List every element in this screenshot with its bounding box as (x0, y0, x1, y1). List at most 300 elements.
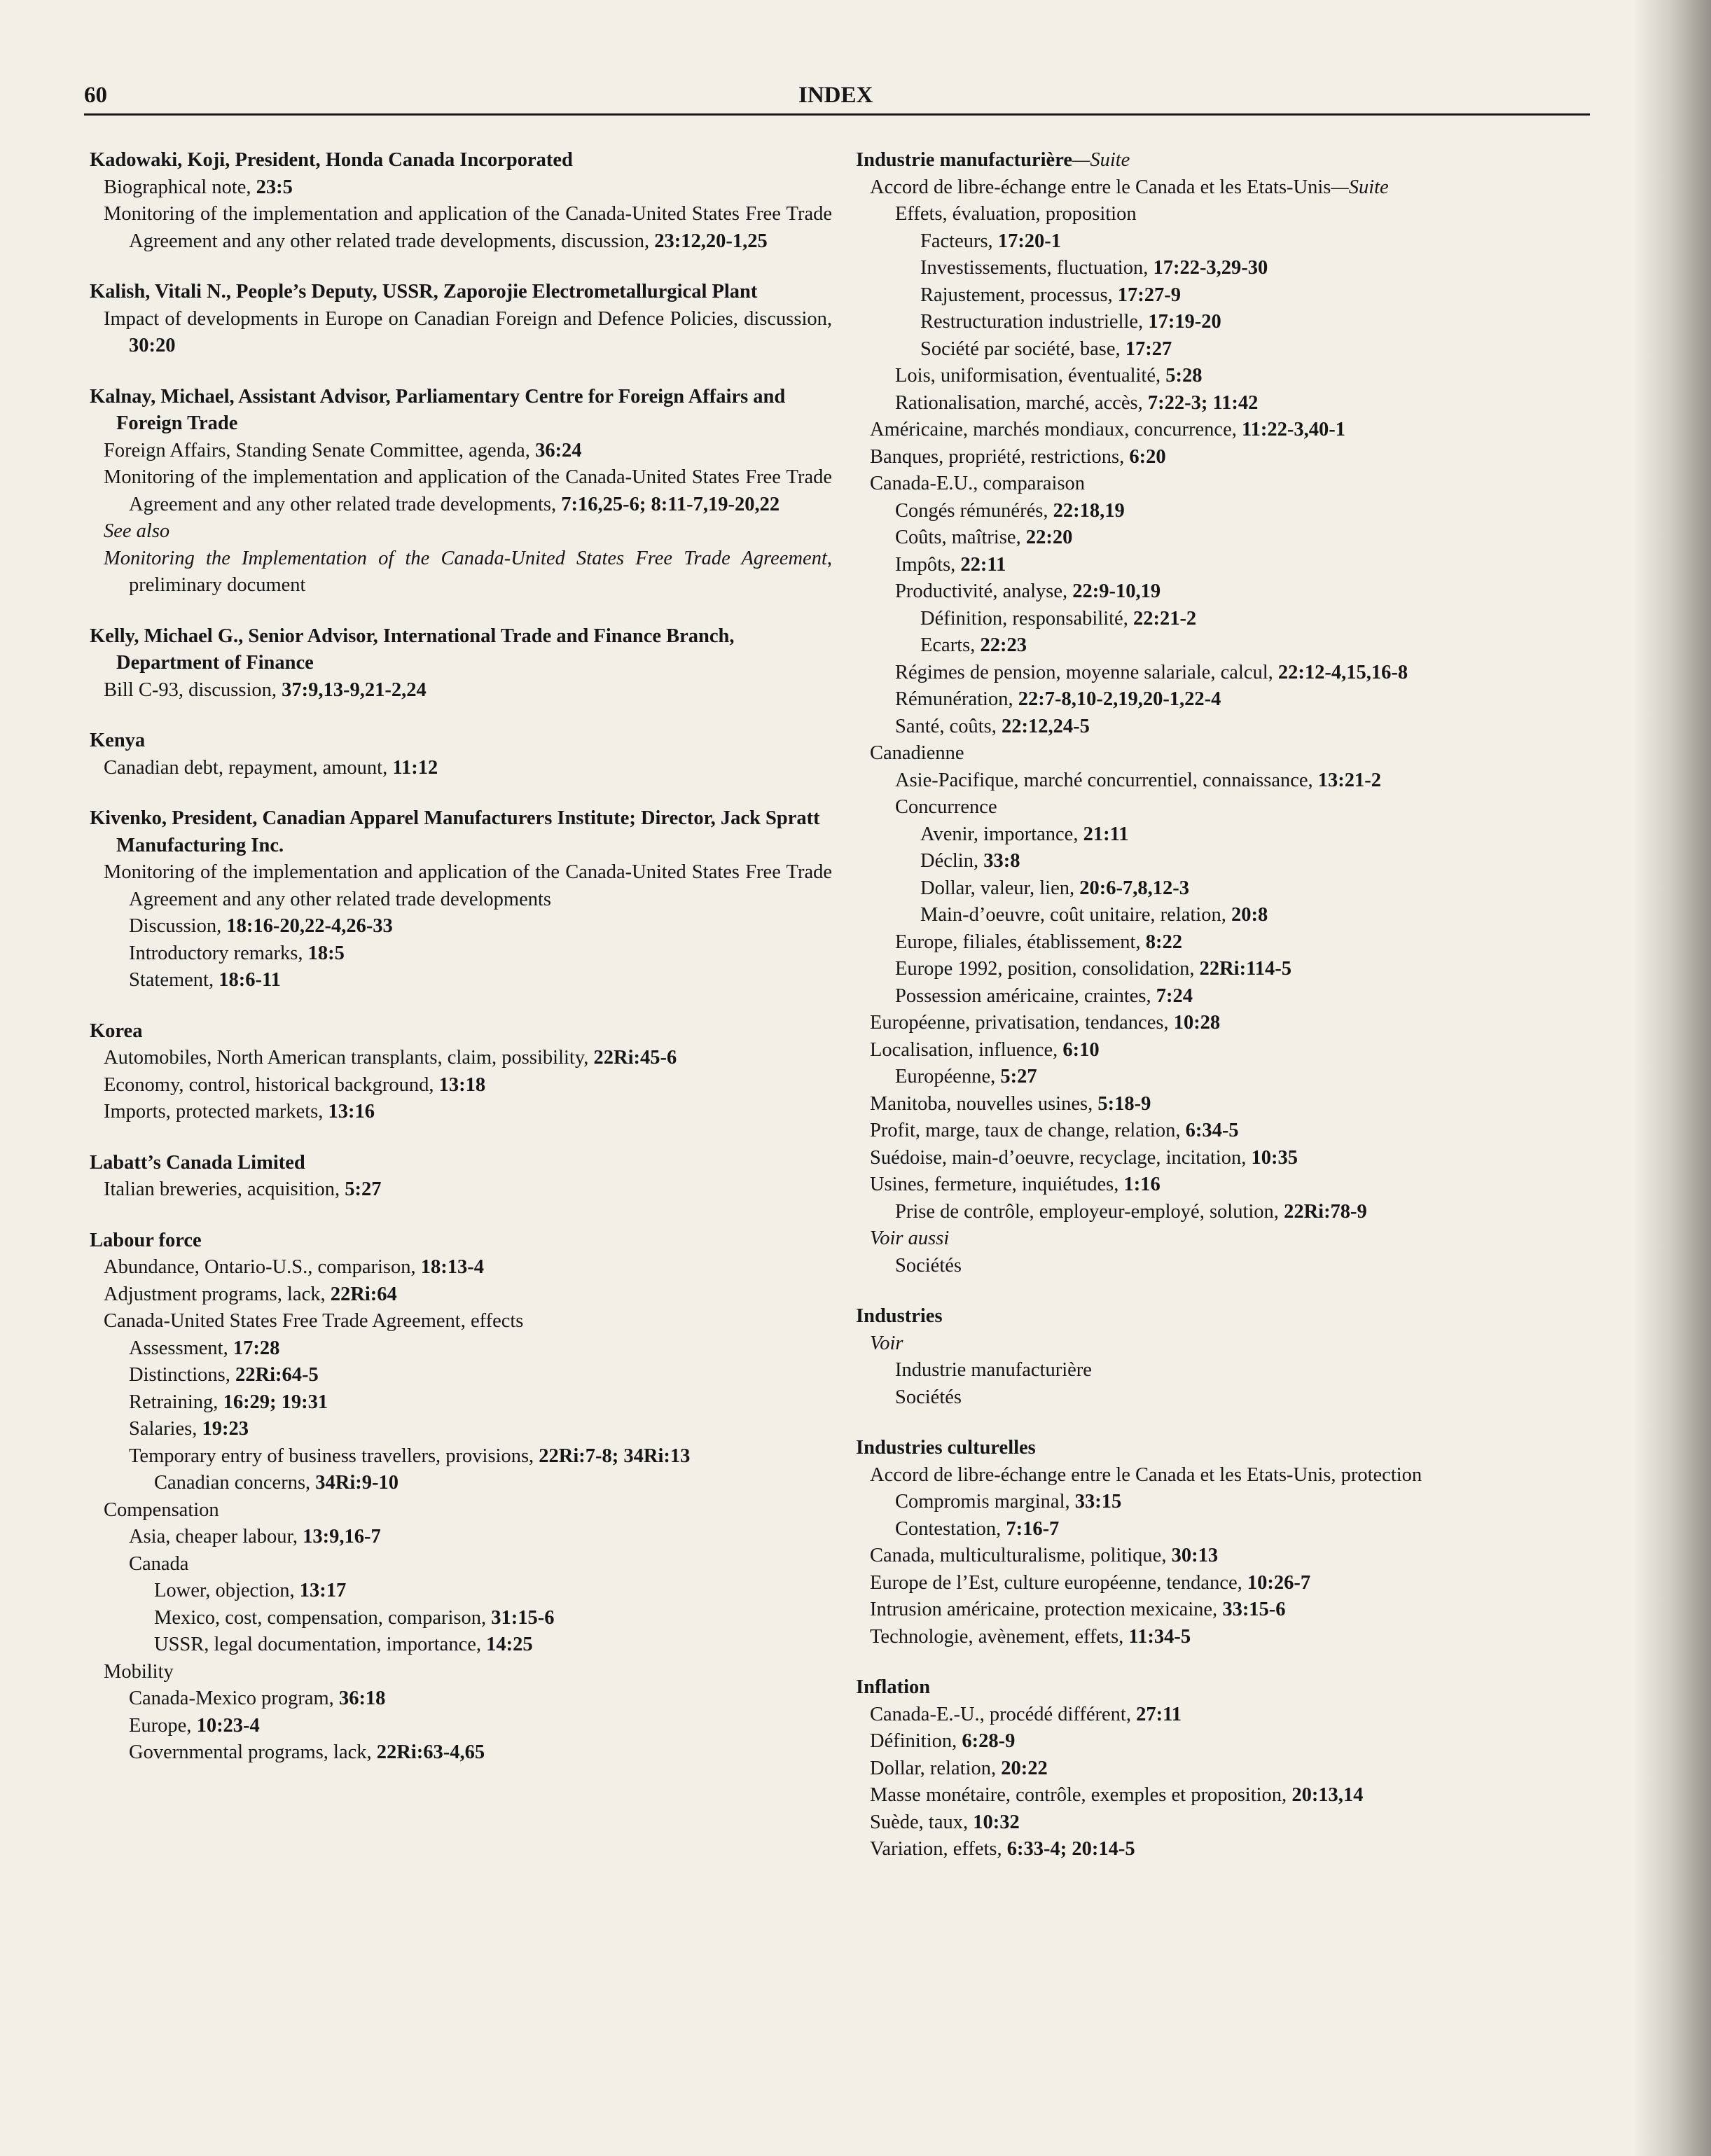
subentry-text: Automobiles, North American transplants, claim, possibility, (104, 1047, 594, 1069)
page-title: INDEX (798, 83, 873, 108)
subentry-text: Possession américaine, craintes, (895, 985, 1156, 1007)
page-reference: 20:8 (1231, 904, 1268, 926)
subentry-text: Avenir, importance, (920, 823, 1083, 845)
page-reference: 17:27-9 (1117, 284, 1182, 306)
page-reference: 18:5 (307, 942, 345, 964)
page-reference: 5:27 (345, 1178, 382, 1200)
entry-heading (856, 147, 1598, 174)
subentry-text: Productivité, analyse, (895, 580, 1073, 602)
page-reference: 17:20-1 (997, 230, 1062, 252)
subentry-text: Ecarts, (920, 634, 981, 656)
subentry-text: Dollar, relation, (870, 1757, 1002, 1779)
page-reference: 13:9,16-7 (303, 1526, 381, 1548)
subentry-line (104, 677, 832, 704)
subentry-line (129, 1335, 832, 1363)
subentry-line (895, 1489, 1598, 1516)
subentry-text: Congés rémunérés, (895, 499, 1053, 522)
page-reference: 22Ri:78-9 (1284, 1200, 1367, 1223)
subentry-line (104, 859, 832, 913)
page-reference: 20:22 (1001, 1757, 1048, 1779)
subentry-text: Distinctions, (129, 1364, 236, 1386)
page-reference: 10:28 (1173, 1012, 1221, 1034)
index-entry (90, 623, 832, 704)
subentry-text: Lois, uniformisation, éventualité, (895, 365, 1166, 387)
page-reference: 33:8 (983, 850, 1020, 872)
page-reference: 5:27 (1000, 1066, 1037, 1087)
subentry-text: Investissements, fluctuation, (920, 257, 1154, 279)
subentry-line (870, 174, 1598, 202)
subentry-text: Canada-E.-U., procédé différent, (870, 1703, 1137, 1725)
page-reference: 36:18 (338, 1688, 386, 1709)
page-edge-shadow (1634, 0, 1711, 2156)
entry-heading (90, 147, 832, 174)
subentry-line (104, 1254, 832, 1281)
subentry-text: Canadienne (870, 742, 964, 764)
subentry-text: Canada, multiculturalisme, politique, (870, 1545, 1172, 1566)
index-entry (90, 1150, 832, 1204)
subentry-text: Retraining, (129, 1391, 223, 1413)
subentry-text: Foreign Affairs, Standing Senate Committee, agenda, (104, 439, 536, 461)
entry-heading (90, 1227, 832, 1255)
page-reference: 17:27 (1125, 338, 1172, 360)
page-reference: 18:13-4 (420, 1256, 484, 1278)
subentry-line (154, 1605, 832, 1632)
index-entry (90, 1018, 832, 1126)
subentry-line (920, 606, 1598, 633)
subentry-line (870, 1010, 1598, 1037)
subentry-text: Banques, propriété, restrictions, (870, 445, 1130, 468)
heading-text: Kivenko, President, Canadian Apparel Manufacturers Institute; Director, Jack Spratt Manufacturing Inc. (90, 807, 820, 856)
page-reference: 17:28 (233, 1337, 280, 1359)
index-entry (90, 279, 832, 360)
subentry-line (129, 1739, 832, 1767)
left-column (90, 147, 832, 1790)
subentry-line (129, 940, 832, 968)
subentry-text: Santé, coûts, (895, 715, 1002, 737)
subentry-line (920, 821, 1598, 849)
page-reference: 22:7-8,10-2,19,20-1,22-4 (1018, 688, 1221, 710)
page-reference: 22Ri:64 (330, 1283, 397, 1305)
subentry-line (129, 967, 832, 994)
subentry-line (870, 1330, 1598, 1358)
entry-heading (856, 1435, 1598, 1462)
subentry-line (920, 848, 1598, 875)
subentry-line (895, 956, 1598, 983)
subentry-text: Voir (870, 1332, 903, 1354)
page-reference: 20:13,14 (1291, 1784, 1364, 1806)
subentry-line (870, 1091, 1598, 1118)
heading-text: Industries culturelles (856, 1437, 1036, 1459)
subentry-line (895, 552, 1598, 579)
subentry-line (895, 524, 1598, 552)
index-entry (90, 728, 832, 781)
page-reference: 17:19-20 (1148, 311, 1221, 333)
page-reference: 22Ri:64-5 (235, 1364, 319, 1386)
subentry-line (895, 201, 1598, 228)
heading-text: Industries (856, 1305, 943, 1327)
page-reference: 17:22-3,29-30 (1153, 257, 1268, 279)
heading-text: Korea (90, 1020, 143, 1042)
subentry-line (129, 1713, 832, 1740)
page-reference: 13:18 (438, 1073, 486, 1096)
subentry-line (104, 1659, 832, 1686)
subentry-text: Compensation (104, 1498, 219, 1521)
page-reference: 8:22 (1145, 931, 1182, 953)
subentry-line (104, 174, 832, 202)
page-reference: 30:20 (129, 335, 176, 356)
subentry-line (895, 794, 1598, 821)
subentry-line (154, 1470, 832, 1497)
subentry-line (895, 983, 1598, 1010)
subentry-text: Mexico, cost, compensation, comparison, (154, 1606, 492, 1629)
subentry-line (870, 1570, 1598, 1597)
subentry-line (104, 306, 832, 360)
subentry-text: Sociétés (895, 1386, 962, 1408)
subentry-text: Canada-United States Free Trade Agreement, effects (104, 1310, 524, 1332)
page-reference: 13:17 (299, 1580, 347, 1601)
subentry-text: Statement, (129, 969, 219, 991)
subentry-text: Main-d’oeuvre, coût unitaire, relation, (920, 904, 1231, 926)
page-reference: 22Ri:45-6 (593, 1047, 677, 1069)
page-reference: 34Ri:9-10 (315, 1472, 399, 1494)
subentry-text: Localisation, influence, (870, 1038, 1063, 1061)
index-entry (856, 1303, 1598, 1411)
subentry-text: Technologie, avènement, effets, (870, 1625, 1129, 1648)
subentry-line (129, 1362, 832, 1389)
subentry-line (895, 363, 1598, 390)
subentry-line (104, 1281, 832, 1309)
subentry-line (870, 1702, 1598, 1729)
page-reference: 7:24 (1156, 985, 1193, 1007)
subentry-text: Monitoring the Implementation of the Canada-United States Free Trade Agreement (104, 547, 827, 569)
subentry-line (870, 1728, 1598, 1755)
page-reference: 6:10 (1062, 1038, 1100, 1061)
subentry-line (104, 1045, 832, 1072)
heading-suffix: —Suite (1072, 149, 1130, 171)
subentry-text: Compromis marginal, (895, 1491, 1075, 1512)
page-reference: 7:16-7 (1006, 1517, 1060, 1540)
subentry-line (870, 1037, 1598, 1064)
subentry-line (104, 1497, 832, 1524)
subentry-line (870, 1462, 1598, 1489)
page-reference: 16:29; 19:31 (223, 1391, 328, 1413)
page-reference: 22:9-10,19 (1072, 580, 1161, 602)
subentry-text: Sociétés (895, 1254, 962, 1277)
subentry-line (104, 1308, 832, 1335)
subentry-line (870, 1171, 1598, 1199)
subentry-text: Profit, marge, taux de change, relation, (870, 1120, 1186, 1141)
subentry-text: Monitoring of the implementation and application of the Canada-United States Free Trade Agreement and any other related trade developments, discussion, (104, 203, 832, 252)
page-number: 60 (84, 83, 107, 108)
page-reference: 22:18,19 (1053, 499, 1125, 522)
subentry-line (870, 471, 1598, 498)
subentry-line (129, 913, 832, 940)
page-reference: 10:23-4 (196, 1714, 260, 1737)
subentry-text: Voir aussi (870, 1227, 950, 1249)
subentry-text: Adjustment programs, lack, (104, 1283, 331, 1305)
subentry-text: Temporary entry of business travellers, provisions, (129, 1445, 539, 1467)
page-reference: 22:21-2 (1132, 607, 1197, 630)
page-reference: 30:13 (1171, 1545, 1219, 1566)
subentry-line (870, 1624, 1598, 1651)
subentry-line (870, 417, 1598, 444)
page-reference: 18:6-11 (219, 969, 281, 991)
subentry-text: Europe 1992, position, consolidation, (895, 958, 1200, 980)
page-reference: 13:16 (328, 1101, 375, 1122)
heading-text: Labour force (90, 1229, 202, 1251)
heading-text: Kalish, Vitali N., People’s Deputy, USSR, Zaporojie Electrometallurgical Plant (90, 281, 758, 302)
page-reference: 1:16 (1123, 1174, 1161, 1195)
subentry-text: Biographical note, (104, 176, 256, 198)
subentry-text: USSR, legal documentation, importance, (154, 1634, 487, 1655)
subentry-text: Usines, fermeture, inquiétudes, (870, 1174, 1124, 1195)
subentry-text: Manitoba, nouvelles usines, (870, 1092, 1098, 1115)
subentry-text: Rationalisation, marché, accès, (895, 391, 1148, 414)
heading-text: Kadowaki, Koji, President, Honda Canada Incorporated (90, 149, 573, 171)
subentry-line (870, 1782, 1598, 1809)
subentry-line (870, 1543, 1598, 1570)
entry-heading (90, 1150, 832, 1177)
subentry-text: Impôts, (895, 553, 961, 576)
index-entry (90, 147, 832, 255)
subentry-text: Intrusion américaine, protection mexicaine, (870, 1599, 1223, 1620)
subentry-text: Régimes de pension, moyenne salariale, calcul, (895, 661, 1278, 683)
subentry-text: Bill C-93, discussion, (104, 679, 282, 701)
page-reference: 6:33-4; 20:14-5 (1006, 1838, 1135, 1860)
subentry-line (129, 1551, 832, 1578)
page-reference: 27:11 (1136, 1703, 1182, 1725)
subentry-text: See also (104, 520, 170, 542)
subentry-text: Variation, effets, (870, 1838, 1007, 1860)
subentry-line (870, 1836, 1598, 1863)
subentry-line (895, 686, 1598, 714)
page-reference: 11:34-5 (1128, 1625, 1191, 1648)
subentry-line (129, 1443, 832, 1470)
page-reference: 6:28-9 (962, 1730, 1016, 1752)
entry-heading (856, 1303, 1598, 1330)
index-entry (856, 1435, 1598, 1650)
entry-heading (856, 1674, 1598, 1702)
subentry-text: Asia, cheaper labour, (129, 1526, 303, 1548)
subentry-text: Européenne, privatisation, tendances, (870, 1012, 1174, 1034)
subentry-line (895, 1357, 1598, 1384)
page-reference: 10:32 (973, 1811, 1020, 1833)
subentry-text: Assessment, (129, 1337, 233, 1359)
subentry-text: Impact of developments in Europe on Canadian Foreign and Defence Policies, discussion, (104, 307, 832, 330)
page-reference: 22:12,24-5 (1001, 715, 1090, 737)
page-reference: 5:18-9 (1097, 1092, 1151, 1115)
subentry-text: Prise de contrôle, employeur-employé, solution, (895, 1200, 1284, 1223)
entry-heading (90, 728, 832, 755)
heading-text: Kalnay, Michael, Assistant Advisor, Parliamentary Centre for Foreign Affairs and Foreign Trade (90, 385, 786, 434)
header-rule (84, 113, 1590, 116)
subentry-line (129, 1389, 832, 1417)
subentry-text: Effets, évaluation, proposition (895, 203, 1137, 225)
subentry-line (895, 1253, 1598, 1280)
subentry-line (920, 632, 1598, 660)
index-entry (90, 805, 832, 994)
subentry-line (920, 282, 1598, 310)
page-reference: 31:15-6 (491, 1606, 555, 1629)
page-reference: 33:15-6 (1222, 1599, 1286, 1620)
subentry-line (129, 1524, 832, 1551)
subentry-text: Canadian concerns, (154, 1472, 316, 1494)
page-reference: 22Ri:114-5 (1199, 958, 1292, 980)
subentry-text: Italian breweries, acquisition, (104, 1178, 345, 1200)
subentry-text: Asie-Pacifique, marché concurrentiel, connaissance, (895, 769, 1318, 791)
page-reference: 13:21-2 (1317, 769, 1382, 791)
subentry-line (870, 1755, 1598, 1783)
subentry-line (895, 498, 1598, 525)
page-reference: 11:12 (392, 756, 438, 779)
subentry-line (870, 444, 1598, 471)
subentry-text: Monitoring of the implementation and application of the Canada-United States Free Trade Agreement and any other related trade developments (104, 861, 832, 910)
subentry-text: Abundance, Ontario-U.S., comparison, (104, 1256, 421, 1278)
page-reference: 7:16,25-6; 8:11-7,19-20,22 (561, 493, 780, 515)
subentry-line (104, 1176, 832, 1204)
subentry-text: Dollar, valeur, lien, (920, 877, 1080, 899)
subentry-text: Contestation, (895, 1517, 1006, 1540)
page-reference: 10:35 (1251, 1146, 1298, 1169)
subentry-line (870, 740, 1598, 767)
subentry-line (154, 1632, 832, 1659)
subentry-line (104, 1099, 832, 1126)
page-reference: 6:20 (1129, 445, 1166, 468)
heading-text: Kenya (90, 730, 146, 751)
heading-text: Inflation (856, 1676, 931, 1698)
index-entry (90, 384, 832, 599)
page-reference: 20:6-7,8,12-3 (1079, 877, 1189, 899)
subentry-text: Lower, objection, (154, 1580, 300, 1601)
heading-text: Labatt’s Canada Limited (90, 1151, 305, 1174)
subentry-text: Canada-Mexico program, (129, 1688, 339, 1709)
subentry-line (895, 714, 1598, 741)
subentry-line (895, 1199, 1598, 1226)
page-reference: 37:9,13-9,21-2,24 (282, 679, 427, 701)
page-reference: 22:23 (980, 634, 1027, 656)
page-reference: 22Ri:63-4,65 (376, 1741, 485, 1763)
subentry-line (104, 438, 832, 465)
entry-heading (90, 623, 832, 677)
subentry-text: Salaries, (129, 1418, 202, 1440)
subentry-text: Déclin, (920, 850, 984, 872)
subentry-line (104, 545, 832, 599)
page-reference: 22:11 (960, 553, 1006, 576)
subentry-text: Accord de libre-échange entre le Canada et les Etats-Unis (870, 176, 1331, 198)
subentry-line (920, 255, 1598, 282)
subentry-text: Définition, (870, 1730, 962, 1752)
page-reference: 36:24 (535, 439, 582, 461)
subentry-line (870, 1145, 1598, 1172)
subentry-text: Accord de libre-échange entre le Canada et les Etats-Unis, protection (870, 1463, 1422, 1486)
index-entry (856, 147, 1598, 1279)
subentry-text: Economy, control, historical background, (104, 1073, 439, 1096)
subentry-line (895, 767, 1598, 795)
subentry-line (895, 929, 1598, 957)
subentry-suffix: —Suite (1331, 176, 1389, 198)
subentry-line (895, 578, 1598, 606)
subentry-line (870, 1118, 1598, 1145)
heading-text: Industrie manufacturière (856, 149, 1072, 171)
page-reference: 22Ri:7-8; 34Ri:13 (539, 1445, 691, 1467)
entry-heading (90, 279, 832, 306)
subentry-text: Introductory remarks, (129, 942, 308, 964)
subentry-line (154, 1578, 832, 1605)
page-reference: 23:12,20-1,25 (654, 230, 768, 252)
subentry-text: Canada (129, 1552, 189, 1575)
subentry-line (895, 660, 1598, 687)
subentry-line (895, 1516, 1598, 1543)
subentry-text: Europe, filiales, établissement, (895, 931, 1146, 953)
subentry-text: Mobility (104, 1660, 174, 1683)
subentry-text: Europe, (129, 1714, 197, 1737)
page-reference: 14:25 (486, 1634, 533, 1655)
subentry-text: Américaine, marchés mondiaux, concurrence, (870, 419, 1242, 440)
subentry-line (129, 1685, 832, 1713)
subentry-line (104, 1072, 832, 1099)
subentry-line (895, 390, 1598, 417)
page-reference: 21:11 (1083, 823, 1129, 845)
subentry-text: Suède, taux, (870, 1811, 974, 1833)
entry-heading (90, 805, 832, 859)
subentry-line (104, 201, 832, 255)
page-reference: 22:12-4,15,16-8 (1277, 661, 1408, 683)
page-reference: 7:22-3; 11:42 (1147, 391, 1259, 414)
subentry-text: Rajustement, processus, (920, 284, 1118, 306)
page-reference: 18:16-20,22-4,26-33 (226, 915, 393, 937)
subentry-text: Canada-E.U., comparaison (870, 473, 1086, 494)
subentry-text: Suédoise, main-d’oeuvre, recyclage, incitation, (870, 1146, 1252, 1169)
subentry-text: Européenne, (895, 1066, 1001, 1087)
page-reference: 19:23 (202, 1418, 249, 1440)
subentry-line (870, 1597, 1598, 1624)
index-entry (856, 1674, 1598, 1863)
heading-text: Kelly, Michael G., Senior Advisor, International Trade and Finance Branch, Department of Finance (90, 625, 735, 674)
subentry-text: Rémunération, (895, 688, 1018, 710)
subentry-line (104, 755, 832, 782)
subentry-line (920, 309, 1598, 336)
subentry-text: Monitoring of the implementation and application of the Canada-United States Free Trade Agreement and any other related trade developments, (104, 466, 832, 515)
subentry-line (870, 1225, 1598, 1253)
subentry-line (920, 336, 1598, 363)
page-reference: 33:15 (1074, 1491, 1122, 1512)
page-reference: 6:34-5 (1185, 1120, 1239, 1141)
subentry-line (129, 1416, 832, 1443)
subentry-text: Discussion, (129, 915, 227, 937)
subentry-tail: , preliminary document (129, 547, 832, 596)
subentry-line (895, 1384, 1598, 1412)
subentry-line (920, 228, 1598, 256)
right-column (856, 147, 1598, 1887)
page-header (84, 83, 1590, 118)
subentry-text: Europe de l’Est, culture européenne, tendance, (870, 1571, 1247, 1594)
subentry-line (920, 902, 1598, 929)
entry-heading (90, 1018, 832, 1045)
subentry-text: Imports, protected markets, (104, 1101, 328, 1122)
subentry-text: Canadian debt, repayment, amount, (104, 756, 393, 779)
subentry-text: Définition, responsabilité, (920, 607, 1133, 630)
index-entry (90, 1227, 832, 1767)
subentry-text: Masse monétaire, contrôle, exemples et proposition, (870, 1784, 1292, 1806)
page-reference: 11:22-3,40-1 (1241, 419, 1345, 440)
entry-heading (90, 384, 832, 438)
subentry-text: Concurrence (895, 796, 997, 818)
subentry-line (104, 464, 832, 518)
page-reference: 23:5 (256, 176, 293, 198)
subentry-line (104, 518, 832, 545)
subentry-text: Coûts, maîtrise, (895, 527, 1026, 548)
subentry-text: Facteurs, (920, 230, 998, 252)
